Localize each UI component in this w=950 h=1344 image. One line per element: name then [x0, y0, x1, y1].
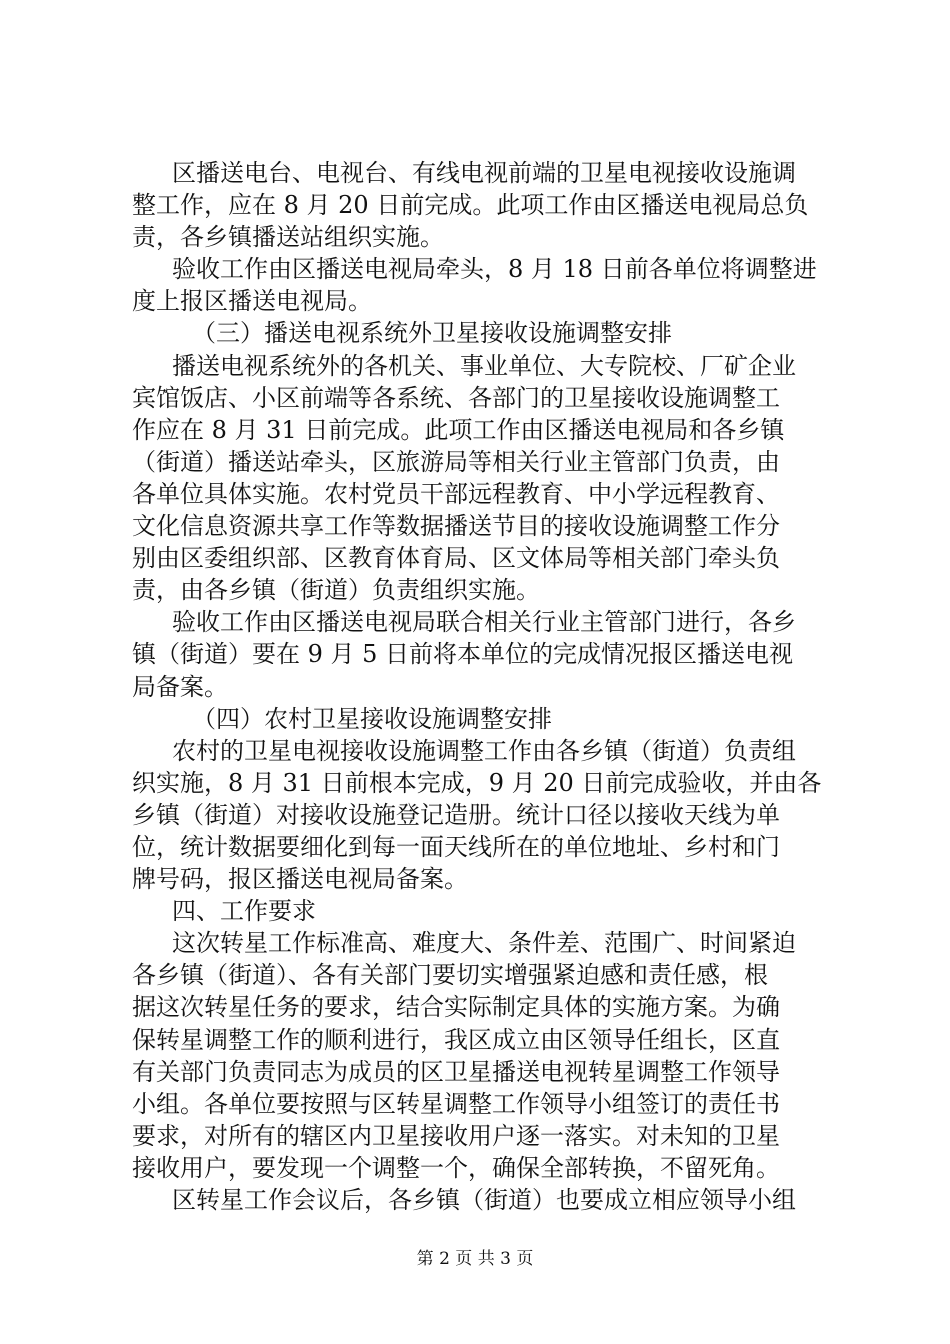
text-line: 小组。各单位要按照与区转星调整工作领导小组签订的责任书 — [132, 1089, 780, 1118]
text-line: 别由区委组织部、区教育体育局、区文体局等相关部门牵头负 — [132, 544, 780, 573]
text-line: 镇（街道）要在 9 月 5 日前将本单位的完成情况报区播送电视 — [132, 640, 794, 669]
text-line: 宾馆饭店、小区前端等各系统、各部门的卫星接收设施调整工 — [132, 383, 780, 412]
text-line: （三）播送电视系统外卫星接收设施调整安排 — [192, 319, 672, 348]
text-line: 责，各乡镇播送站组织实施。 — [132, 223, 444, 252]
text-line: 保转星调整工作的顺利进行，我区成立由区领导任组长，区直 — [132, 1025, 780, 1054]
text-line: 四、工作要求 — [172, 897, 316, 926]
page-footer: 第 2 页 共 3 页 — [416, 1249, 534, 1269]
text-line: 验收工作由区播送电视局牵头，8 月 18 日前各单位将调整进 — [172, 255, 817, 284]
text-line: 牌号码，报区播送电视局备案。 — [132, 865, 468, 894]
text-line: 验收工作由区播送电视局联合相关行业主管部门进行，各乡 — [172, 608, 796, 637]
text-line: 整工作，应在 8 月 20 日前完成。此项工作由区播送电视局总负 — [132, 191, 809, 220]
text-line: （街道）播送站牵头，区旅游局等相关行业主管部门负责，由 — [132, 447, 780, 476]
text-line: 据这次转星任务的要求，结合实际制定具体的实施方案。为确 — [132, 993, 780, 1022]
text-line: 各乡镇（街道）、各有关部门要切实增强紧迫感和责任感，根 — [132, 961, 768, 990]
text-line: 度上报区播送电视局。 — [132, 287, 372, 316]
text-line: 接收用户，要发现一个调整一个，确保全部转换，不留死角。 — [132, 1153, 780, 1182]
text-line: 区播送电台、电视台、有线电视前端的卫星电视接收设施调 — [172, 159, 796, 187]
text-line: （四）农村卫星接收设施调整安排 — [192, 704, 552, 733]
text-line: 这次转星工作标准高、难度大、条件差、范围广、时间紧迫 — [172, 929, 796, 958]
text-line: 区转星工作会议后，各乡镇（街道）也要成立相应领导小组 — [172, 1186, 796, 1214]
text-line: 责，由各乡镇（街道）负责组织实施。 — [132, 576, 540, 605]
text-line: 播送电视系统外的各机关、事业单位、大专院校、厂矿企业 — [172, 351, 796, 380]
document-body — [132, 157, 840, 1216]
text-line: 织实施，8 月 31 日前根本完成，9 月 20 日前完成验收，并由各 — [132, 768, 822, 797]
text-line: 要求，对所有的辖区内卫星接收用户逐一落实。对未知的卫星 — [132, 1121, 780, 1150]
text-line: 文化信息资源共享工作等数据播送节目的接收设施调整工作分 — [132, 512, 780, 541]
text-line: 乡镇（街道）对接收设施登记造册。统计口径以接收天线为单 — [132, 800, 780, 829]
text-line: 位，统计数据要细化到每一面天线所在的单位地址、乡村和门 — [132, 832, 780, 861]
text-line: 各单位具体实施。农村党员干部远程教育、中小学远程教育、 — [132, 479, 780, 508]
text-line: 作应在 8 月 31 日前完成。此项工作由区播送电视局和各乡镇 — [132, 415, 785, 444]
text-line: 农村的卫星电视接收设施调整工作由各乡镇（街道）负责组 — [172, 736, 796, 765]
text-line: 有关部门负责同志为成员的区卫星播送电视转星调整工作领导 — [132, 1057, 780, 1086]
text-line: 局备案。 — [132, 672, 228, 701]
